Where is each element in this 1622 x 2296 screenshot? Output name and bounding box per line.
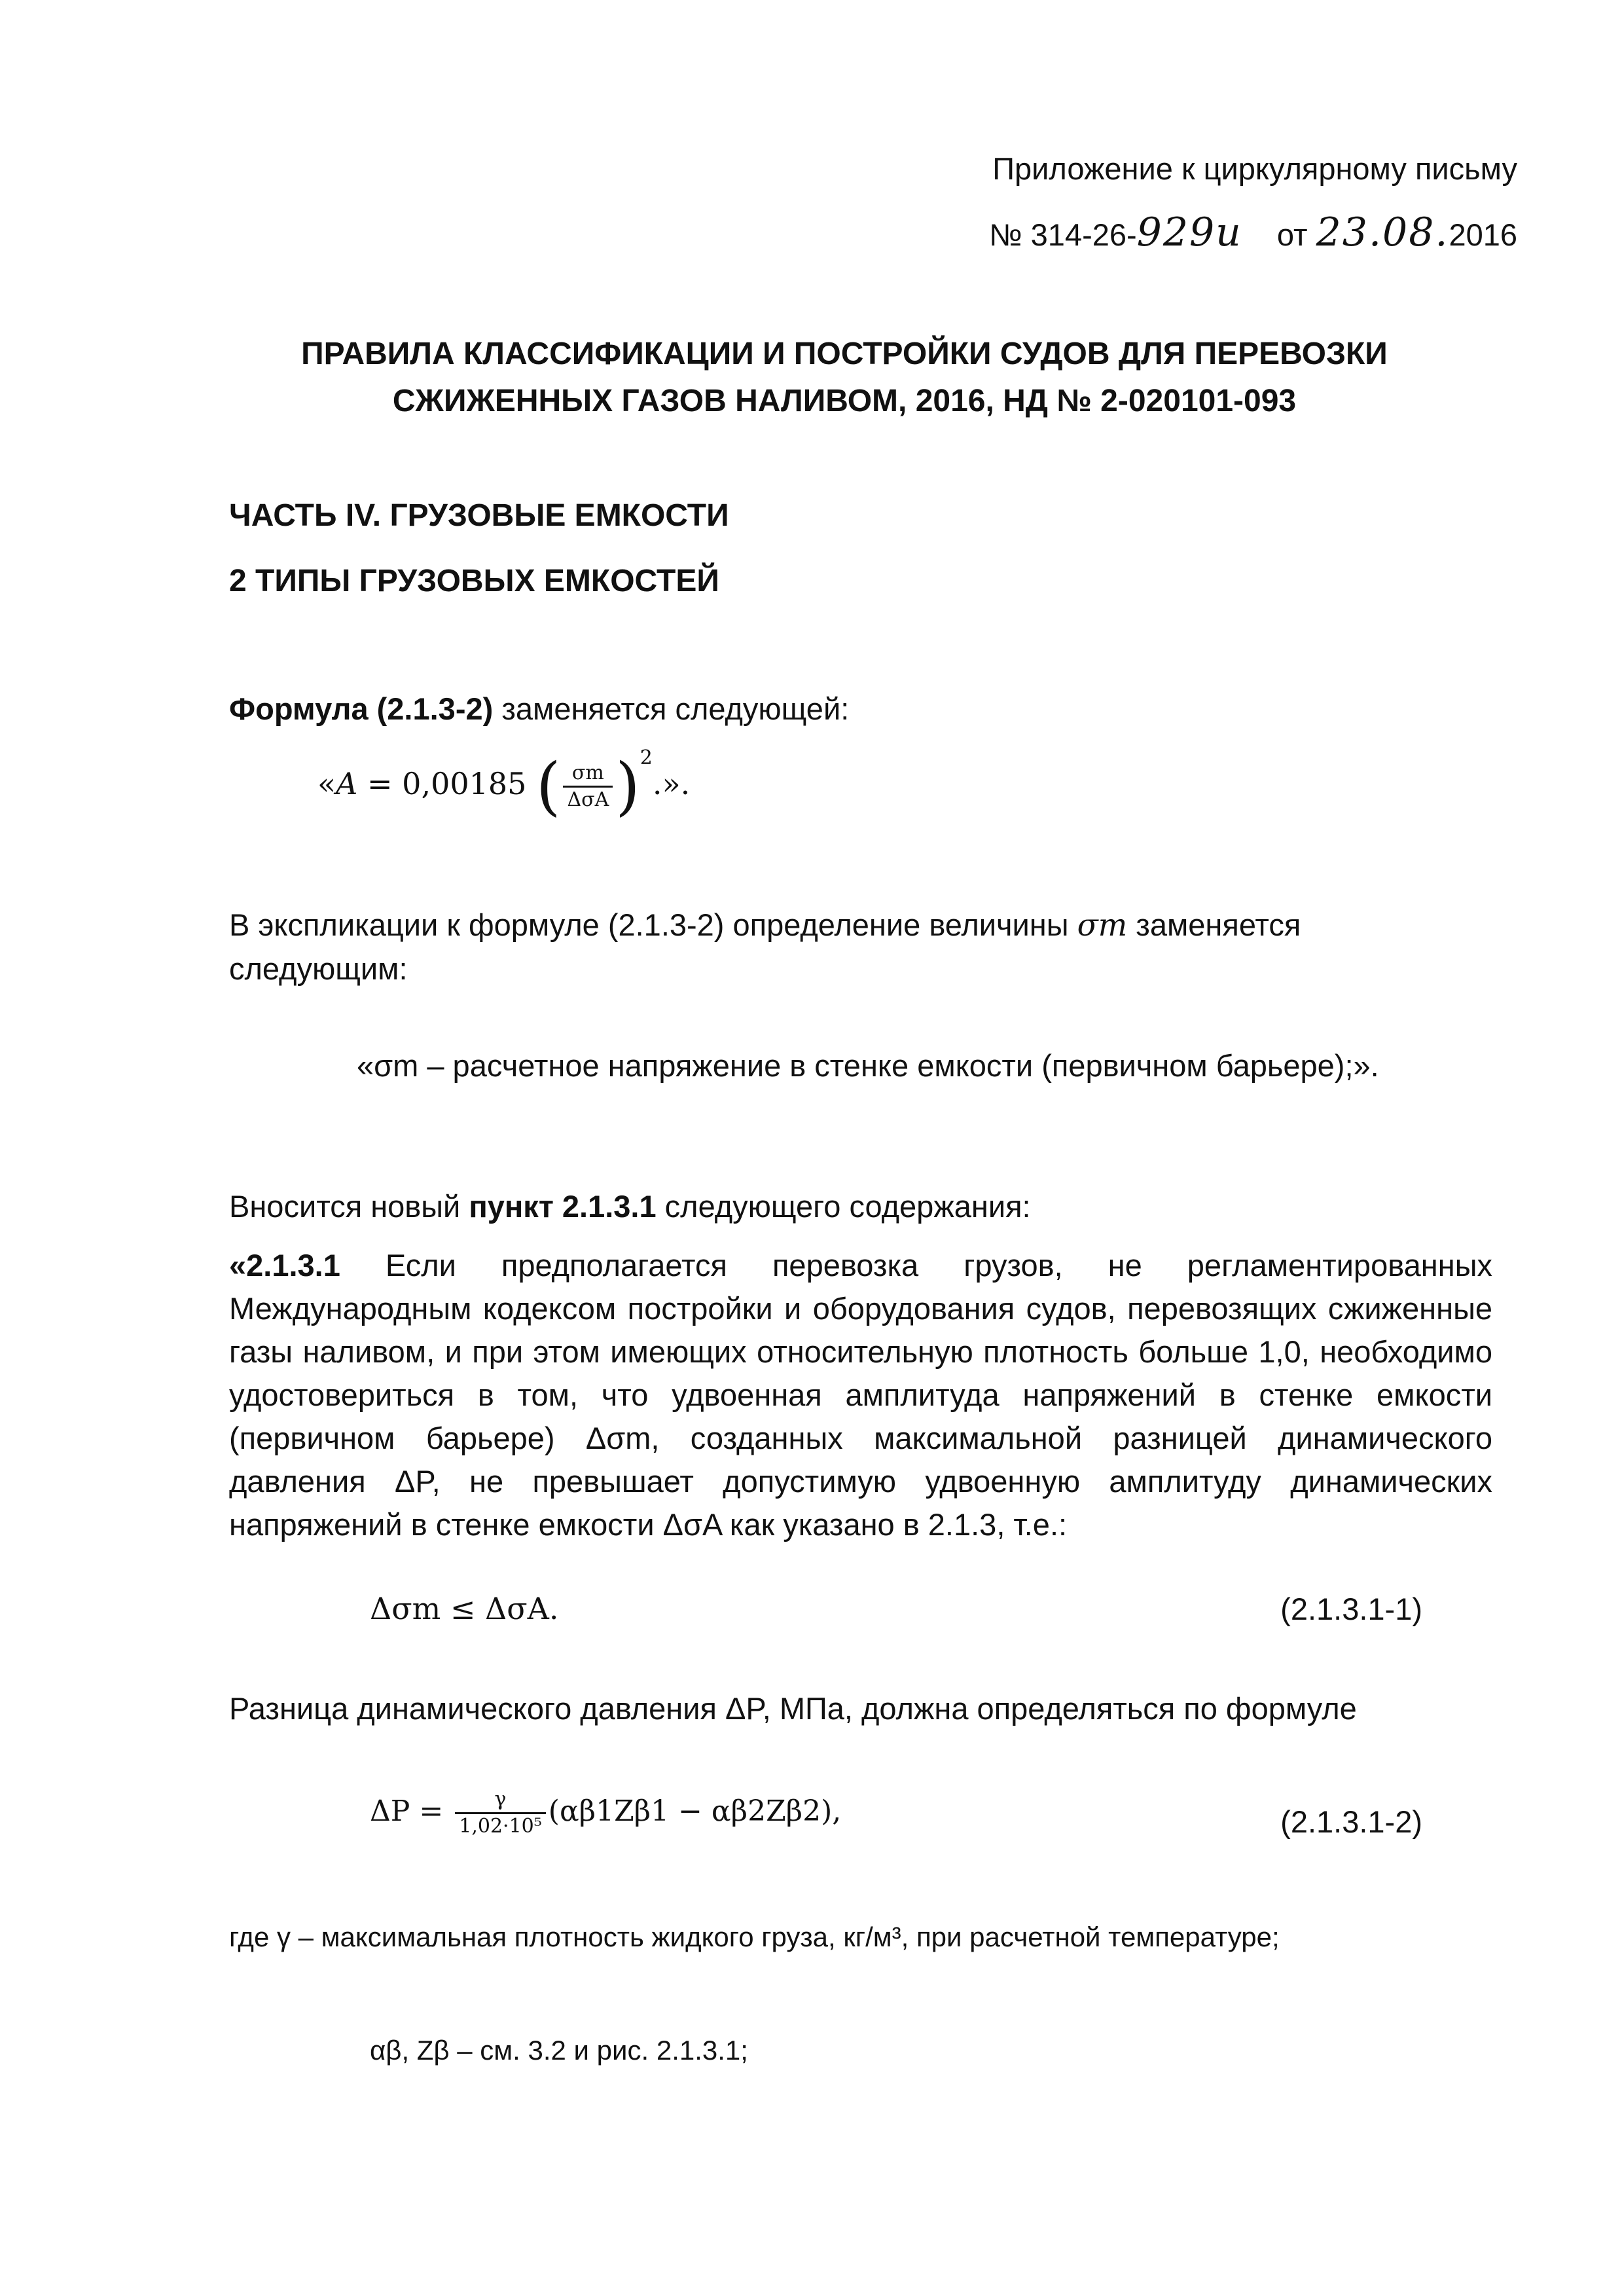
equation-2-number: (2.1.3.1-2) [1280,1804,1422,1839]
formula-intro [229,691,849,727]
equation-2 [370,1787,841,1839]
equation-2-lhs: ΔP = [370,1795,453,1828]
point-2-1-3-1-body [229,1244,1492,1546]
header-number-date [989,210,1517,255]
formula-lhs: A [336,766,358,801]
paren-close: ) [615,750,640,823]
letter-number-prefix: № 314-26- [989,217,1137,252]
new-point-text2: следующего содержания: [656,1189,1031,1224]
new-point-ref: пункт 2.1.3.1 [469,1189,657,1224]
point-text: Если предполагается перевозка грузов, не регламентированных Международным кодексом постройки и оборудования судов, перевозящих сжиженные газы наливом, и при этом имеющих относительную плотность больше 1,0, необходимо удостовериться в том, что удвоенная амплитуда напряжений в стенке емкости (первичном барьере) Δσm, созданных максимальной разницей динамического давления ΔP, не превышает допустимую удвоенную амплитуду динамических напряжений в стенке емкости ΔσA как указано в 2.1.3, т.е.: [229,1248,1492,1542]
year: 2016 [1449,217,1517,252]
equation-1: Δσm ≤ ΔσA. [370,1591,559,1626]
explication-symbol: σm [1077,907,1128,943]
alpha-definition: αβ, Zβ – см. 3.2 и рис. 2.1.3.1; [370,2035,748,2066]
fraction-denominator: ΔσA [567,788,609,811]
part-heading: ЧАСТЬ IV. ГРУЗОВЫЕ ЕМКОСТИ [229,498,729,533]
explication-text2: заменяется следующим: [229,907,1301,986]
sigma-fraction [563,761,613,812]
gamma-denominator: 1,02·10⁵ [459,1815,542,1838]
formula-ref: Формула (2.1.3-2) [229,691,494,726]
gamma-definition: где γ – максимальная плотность жидкого груза, кг/м³, при расчетной температуре; [229,1922,1280,1952]
formula-intro-rest: заменяется следующей: [493,691,850,726]
title-line2: СЖИЖЕННЫХ ГАЗОВ НАЛИВОМ, 2016, НД № 2-020101-093 [392,384,1297,418]
explication-text1: В экспликации к формуле (2.1.3-2) определение величины [229,907,1077,942]
gamma-numerator: γ [455,1787,546,1814]
formula-close-quote: .». [652,766,691,801]
dp-intro: Разница динамического давления ΔP, МПа, должна определяться по формуле [229,1691,1357,1726]
date-prefix: от [1276,217,1308,252]
paren-open: ( [536,750,561,823]
new-point-text1: Вносится новый [229,1189,469,1224]
equation-2-rhs: (αβ1Zβ1 − αβ2Zβ2), [548,1795,842,1828]
formula-a [317,746,691,823]
formula-coefficient: = 0,00185 [357,766,537,801]
handwritten-number: 929и [1136,210,1242,255]
explication-paragraph [229,903,1394,991]
document-title [223,331,1466,425]
formula-exponent: 2 [640,746,653,769]
point-number: «2.1.3.1 [229,1248,340,1283]
fraction-numerator: σm [563,761,613,788]
header-line1: Приложение к циркулярному письму [992,151,1517,186]
section-heading: 2 ТИПЫ ГРУЗОВЫХ ЕМКОСТЕЙ [229,564,719,598]
gamma-fraction [455,1787,546,1839]
title-line1: ПРАВИЛА КЛАССИФИКАЦИИ И ПОСТРОЙКИ СУДОВ ДЛЯ ПЕРЕВОЗКИ [301,337,1388,371]
new-point-intro [229,1188,1031,1224]
sigma-definition: «σm – расчетное напряжение в стенке емкости (первичном барьере);». [357,1048,1379,1083]
equation-1-number: (2.1.3.1-1) [1280,1592,1422,1626]
formula-open-quote: « [317,766,336,801]
handwritten-date: 23.08. [1316,210,1449,255]
